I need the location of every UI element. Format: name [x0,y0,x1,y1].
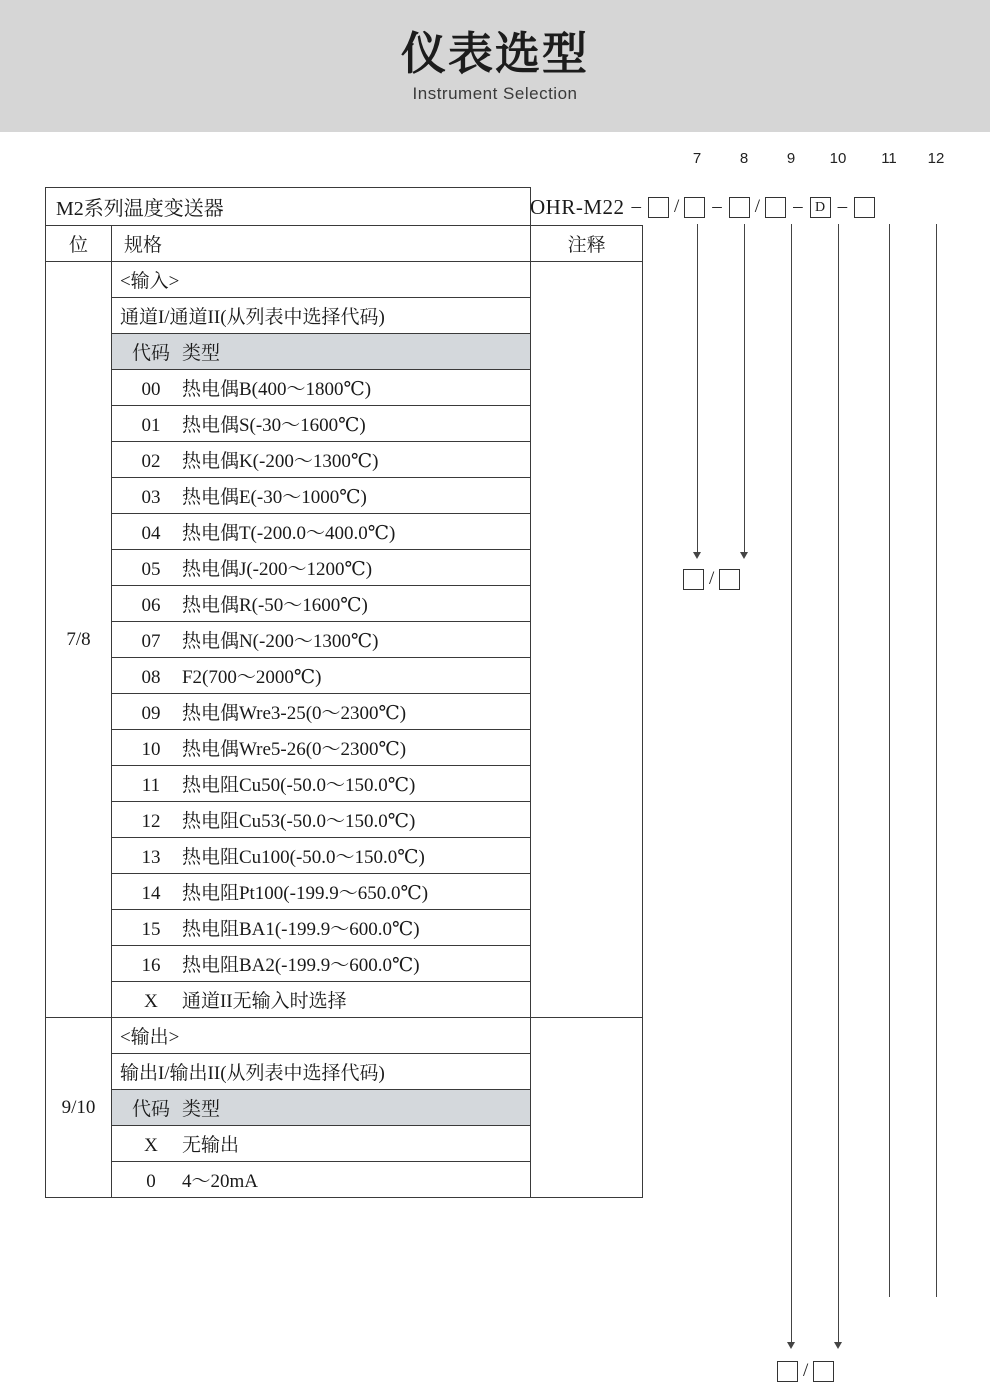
output-type-0: 无输出 [181,1135,239,1156]
input-code-14: 14 [141,883,161,904]
selection-sheet [0,132,990,1381]
column-legend-output [111,1090,530,1126]
input-code-2: 02 [141,451,161,472]
output-code-1: 0 [146,1171,156,1192]
pointer-arrow-9 [787,1342,795,1349]
input-type-3: 热电偶E(-30～1000℃) [181,487,367,508]
code-box-9[interactable] [729,197,750,218]
input-code-3: 03 [141,487,161,508]
pointer-line-12 [936,224,937,1297]
spec-table [45,187,643,1198]
input-type-12: 热电阻Cu53(-50.0～150.0℃) [181,811,416,832]
position-number-7: 7 [692,150,702,167]
table-row [46,1018,643,1054]
column-legend-input [111,334,530,370]
input-type-14: 热电阻Pt100(-199.9～650.0℃) [181,883,429,904]
input-type-8: F2(700～2000℃) [181,667,322,688]
input-type-0: 热电偶B(400～1800℃) [181,379,372,400]
pointer-arrow-7 [693,552,701,559]
pointer-arrow-8 [740,552,748,559]
position-number-8: 8 [739,150,749,167]
target-pair-7-8 [683,568,740,590]
input-code-16: 16 [141,955,161,976]
page-banner [0,0,990,132]
code-slash-2: / [754,196,761,217]
input-type-15: 热电阻BA1(-199.9～600.0℃) [181,919,420,940]
table-row [46,262,643,298]
code-box-10[interactable] [765,197,786,218]
header-spec: 规格 [111,226,530,262]
pointer-arrow-10 [834,1342,842,1349]
input-code-11: 11 [141,775,161,796]
pointer-line-10 [838,224,839,1344]
target-box-8[interactable] [719,569,740,590]
input-type-6: 热电偶R(-50～1600℃) [181,595,368,616]
section-subheading-input: 通道I/通道II(从列表中选择代码) [111,298,530,334]
section-heading-input: <输入> [111,262,530,298]
banner-title: 仪表选型 [400,27,589,81]
table-title-label: M2系列温度变送器 [46,188,531,226]
target-box-10[interactable] [813,1361,834,1382]
input-type-1: 热电偶S(-30～1600℃) [181,415,366,436]
code-dash-3: – [793,196,803,217]
code-dash-4: – [837,196,848,217]
section-pos-input: 7/8 [46,262,112,1018]
legend-code-output: 代码 [131,1099,170,1120]
input-code-5: 05 [141,559,161,580]
legend-type-output: 类型 [181,1099,220,1120]
input-code-10: 10 [141,739,161,760]
input-code-7: 07 [141,631,161,652]
target-box-9[interactable] [777,1361,798,1382]
section-pos-output: 9/10 [46,1018,112,1198]
input-code-1: 01 [141,415,161,436]
input-code-8: 08 [141,667,161,688]
input-code-17: X [144,991,158,1012]
position-number-11: 11 [881,150,897,167]
legend-type-input: 类型 [181,343,220,364]
banner-subtitle: Instrument Selection [412,83,578,103]
pointer-line-7 [697,224,698,554]
input-code-13: 13 [141,847,161,868]
header-pos: 位 [46,226,112,262]
input-type-4: 热电偶T(-200.0～400.0℃) [181,523,396,544]
input-code-4: 04 [141,523,161,544]
section-note-output [531,1018,643,1198]
section-note-input [531,262,643,1018]
input-type-10: 热电偶Wre5-26(0～2300℃) [181,739,407,760]
position-number-9: 9 [786,150,796,167]
input-code-9: 09 [141,703,161,724]
code-box-12[interactable] [854,197,875,218]
code-box-7[interactable] [648,197,669,218]
target-pair-9-10 [777,1360,834,1382]
position-number-12: 12 [927,150,945,167]
input-type-13: 热电阻Cu100(-50.0～150.0℃) [181,847,425,868]
model-name: OHR-M22 [530,194,625,219]
pointer-line-11 [889,224,890,1297]
legend-code-input: 代码 [131,343,170,364]
output-code-0: X [144,1135,158,1156]
output-type-1: 4～20mA [181,1171,258,1192]
input-type-7: 热电偶N(-200～1300℃) [181,631,379,652]
pointer-line-8 [744,224,745,554]
input-type-11: 热电阻Cu50(-50.0～150.0℃) [181,775,416,796]
input-type-16: 热电阻BA2(-199.9～600.0℃) [181,955,420,976]
table-title-row [46,188,643,226]
pointer-line-9 [791,224,792,1344]
table-header-row [46,226,643,262]
code-box-8[interactable] [684,197,705,218]
position-number-10: 10 [829,150,847,167]
code-slash-1: / [674,196,680,217]
header-note: 注释 [531,226,643,262]
input-code-0: 00 [141,379,161,400]
input-type-17: 通道II无输入时选择 [181,991,347,1012]
section-heading-output: <输出> [111,1018,530,1054]
code-dash-1: – [631,196,642,217]
input-code-15: 15 [141,919,161,940]
input-code-12: 12 [141,811,161,832]
input-type-5: 热电偶J(-200～1200℃) [181,559,373,580]
input-type-9: 热电偶Wre3-25(0～2300℃) [181,703,407,724]
input-type-2: 热电偶K(-200～1300℃) [181,451,379,472]
section-subheading-output: 输出I/输出II(从列表中选择代码) [111,1054,530,1090]
input-code-6: 06 [141,595,161,616]
code-box-11[interactable]: D [810,197,831,218]
target-slash-7-8: / [709,568,715,589]
code-dash-2: – [712,196,722,217]
target-box-7[interactable] [683,569,704,590]
table-title-spacer [531,188,643,226]
target-slash-9-10: / [803,1360,809,1381]
